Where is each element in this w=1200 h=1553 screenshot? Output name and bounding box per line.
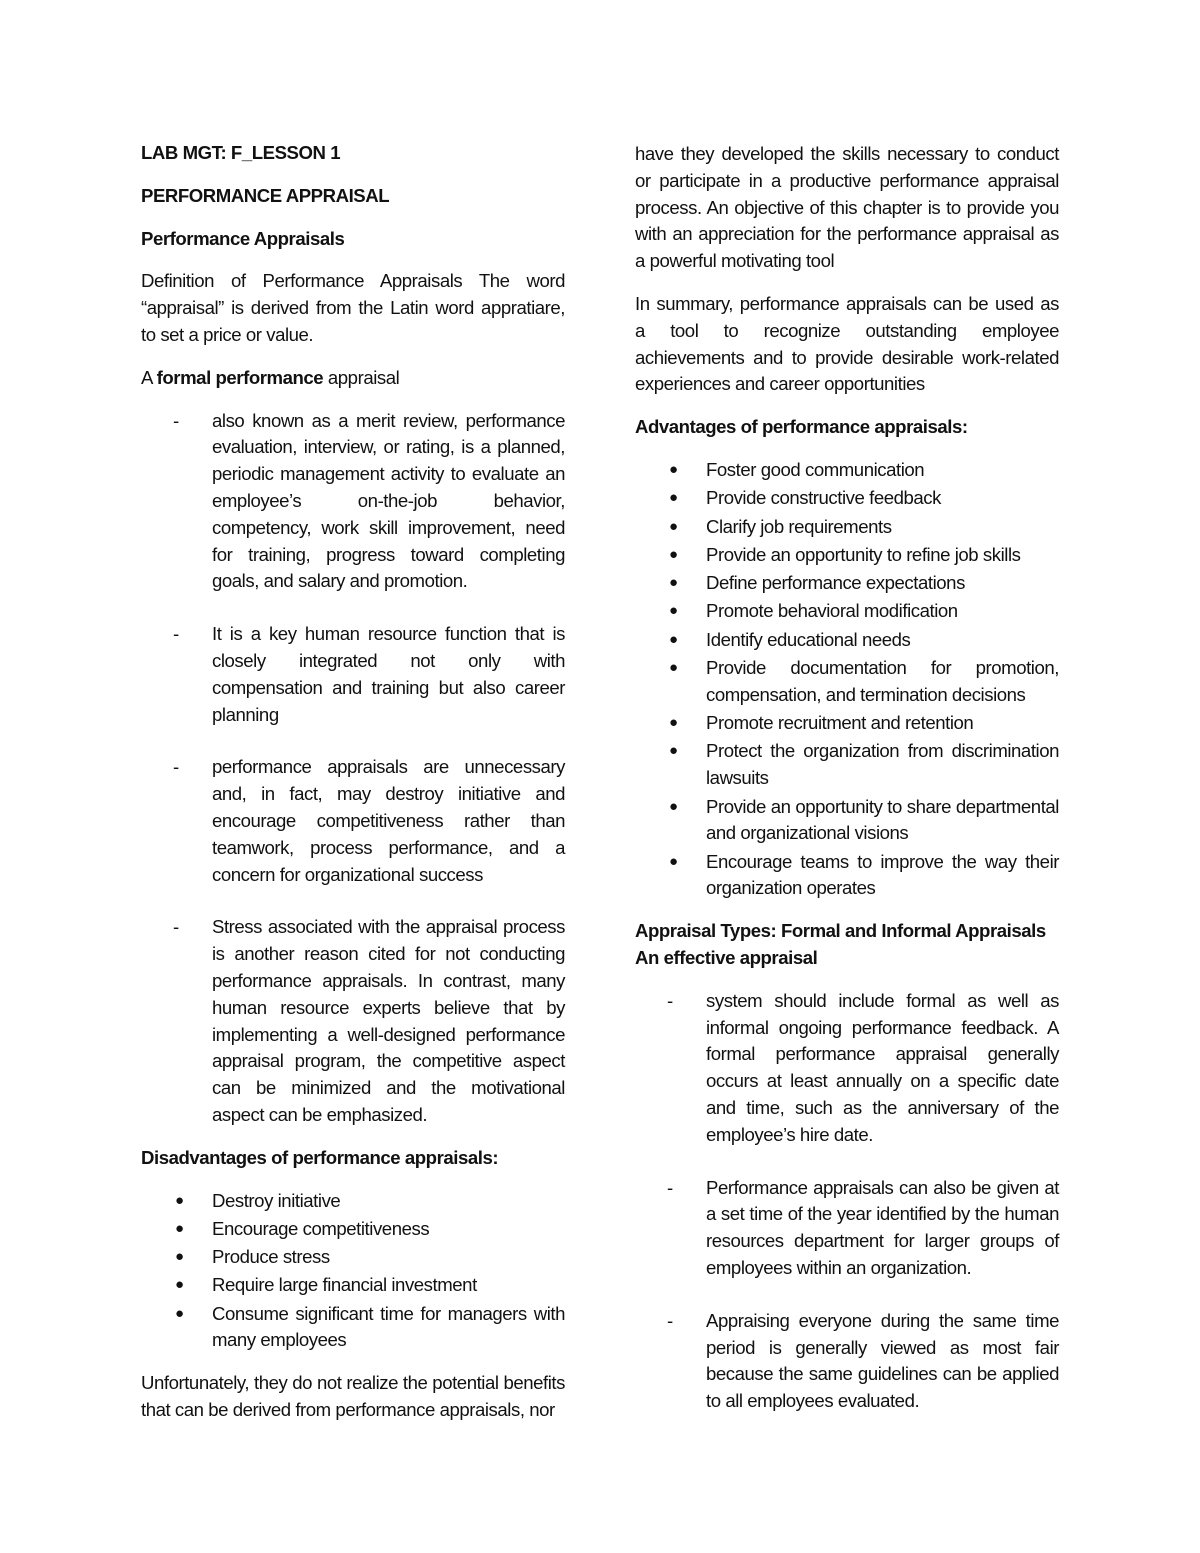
list-item-text: Encourage teams to improve the way their organization operates [706,850,1059,899]
dash-marker: - [667,1176,673,1198]
list-item [635,627,1059,654]
dash-item [635,988,1059,1149]
bullet-icon: ● [669,742,678,760]
formal-intro-prefix: A [141,366,157,388]
dash-marker: - [173,623,179,645]
course-title: LAB MGT: F_LESSON 1 [141,142,341,163]
dash-item-text: It is a key human resource function that is closely integrated not only with compensation and training but also career planning [212,623,565,725]
list-item-text: Provide documentation for promotion, compensation, and termination decisions [706,657,1059,705]
effective-appraisal-heading: An effective appraisal [635,947,818,969]
list-item-text: Encourage competitiveness [212,1217,430,1239]
section-heading: Performance Appraisals [141,227,345,249]
advantages-heading: Advantages of performance appraisals: [635,416,968,438]
list-item-text: Promote behavioral modification [706,600,958,622]
list-item-text: Destroy initiative [212,1189,341,1211]
list-item [635,457,1059,484]
dash-marker: - [667,989,673,1011]
list-item [635,570,1059,597]
list-item [635,849,1059,903]
list-item [141,1301,565,1355]
dash-item [141,408,565,596]
bullet-icon: ● [669,602,678,620]
list-item [635,598,1059,625]
list-item-text: Provide constructive feedback [706,487,941,509]
list-item-text: Consume significant time for managers with many employees [212,1302,565,1351]
list-item-text: Protect the organization from discrimination lawsuits [706,740,1059,789]
dash-item [141,754,565,888]
list-item-text: Define performance expectations [706,572,965,594]
list-item [635,542,1059,569]
list-item [141,1272,565,1299]
dash-item [635,1175,1059,1282]
summary-paragraph: In summary, performance appraisals can be used as a tool to recognize outstanding employee achievements and to provide desirable work-related experiences and career opportunities [635,292,1059,395]
list-item [635,710,1059,737]
dash-item-text: also known as a merit review, performance evaluation, interview, or rating, is a planned, periodic management activity to evaluate an employee’s on-the-job behavior, competency, work skill improvement, need for training, progress toward completing goals, and salary and promotion. [212,409,565,592]
dash-marker: - [173,756,179,778]
right-column [635,140,1059,1441]
bullet-icon: ● [175,1219,184,1237]
bullet-icon: ● [669,714,678,732]
topic-title: PERFORMANCE APPRAISAL [141,184,390,206]
closing-paragraph: Unfortunately, they do not realize the potential benefits that can be derived from performance appraisals, nor [141,1372,565,1421]
list-item-text: Provide an opportunity to refine job skills [706,543,1021,565]
list-item-text: Clarify job requirements [706,515,892,537]
bullet-icon: ● [175,1191,184,1209]
disadvantages-list [141,1188,565,1355]
bullet-icon: ● [175,1304,184,1322]
dash-marker: - [173,409,179,431]
dash-item-text: performance appraisals are unnecessary and, in fact, may destroy initiative and encourage competitiveness rather than teamwork, process performance, and a concern for organizational success [212,756,565,885]
bullet-icon: ● [669,797,678,815]
bullet-icon: ● [175,1248,184,1266]
list-item-text: Identify educational needs [706,628,911,650]
list-item [635,514,1059,541]
list-item-text: Produce stress [212,1246,330,1268]
disadvantages-heading: Disadvantages of performance appraisals: [141,1146,499,1168]
list-item-text: Require large financial investment [212,1274,477,1296]
continuation-paragraph: have they developed the skills necessary to conduct or participate in a productive performance appraisal process. An objective of this chapter is to provide you with an appreciation for the performance appraisal as a powerful motivating tool [635,143,1059,272]
list-item [635,738,1059,792]
definition-paragraph: Definition of Performance Appraisals The word “appraisal” is derived from the Latin word appratiare, to set a price or value. [141,270,565,345]
dash-item-text: Performance appraisals can also be given at a set time of the year identified by the human resources department for larger groups of employees within an organization. [706,1176,1059,1278]
dash-item [141,621,565,728]
bullet-icon: ● [669,574,678,592]
list-item [141,1188,565,1215]
dash-marker: - [667,1309,673,1331]
list-item [635,655,1059,709]
advantages-list [635,457,1059,902]
bullet-icon: ● [669,460,678,478]
list-item-text: Foster good communication [706,458,925,480]
list-item [635,485,1059,512]
formal-intro [141,365,565,392]
list-item [635,794,1059,848]
dash-item-text: system should include formal as well as informal ongoing performance feedback. A formal performance appraisal generally occurs at least annually on a specific date and time, such as the anniversary of the employee’s hire date. [706,989,1059,1145]
formal-intro-bold: formal performance [156,366,324,388]
dash-marker: - [173,916,179,938]
dash-item-text: Stress associated with the appraisal process is another reason cited for not conducting performance appraisals. In contrast, many human resource experts believe that by implementing a well-designed performance appraisal program, the competitive aspect can be minimized and the motivational aspect can be emphasized. [212,916,565,1125]
bullet-icon: ● [669,489,678,507]
appraisal-types-heading: Appraisal Types: Formal and Informal Appraisals [635,920,1046,942]
dash-item [141,914,565,1128]
dash-item-text: Appraising everyone during the same time period is generally viewed as most fair because the same guidelines can be applied to all employees evaluated. [706,1309,1059,1412]
formal-intro-suffix: appraisal [323,366,400,388]
bullet-icon: ● [669,852,678,870]
bullet-icon: ● [669,659,678,677]
list-item-text: Provide an opportunity to share departmental and organizational visions [706,795,1059,844]
list-item [141,1244,565,1271]
bullet-icon: ● [669,545,678,563]
bullet-icon: ● [669,517,678,535]
bullet-icon: ● [175,1276,184,1294]
left-column [141,140,565,1440]
list-item-text: Promote recruitment and retention [706,712,974,734]
dash-item [635,1308,1059,1415]
bullet-icon: ● [669,630,678,648]
list-item [141,1216,565,1243]
